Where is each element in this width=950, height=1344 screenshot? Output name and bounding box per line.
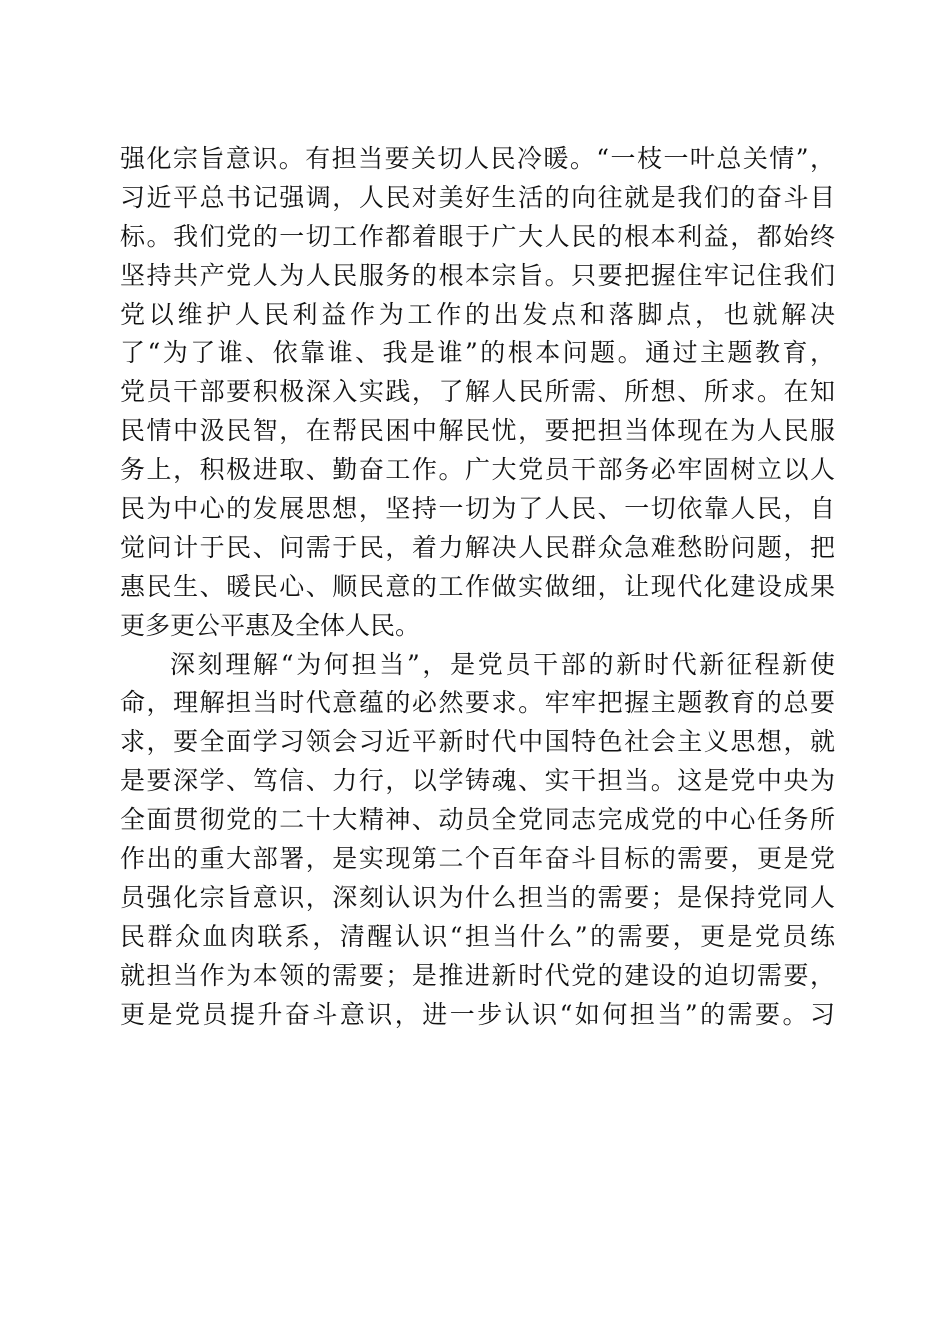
text-line: 员强化宗旨意识，深刻认识为什么担当的需要；是保持党同人 bbox=[120, 882, 835, 912]
text-line: 就担当作为本领的需要；是推进新时代党的建设的迫切需要， bbox=[120, 960, 835, 990]
text-line: 民情中汲民智，在帮民困中解民忧，要把担当体现在为人民服 bbox=[120, 416, 835, 446]
text-line: 是要深学、笃信、力行，以学铸魂、实干担当。这是党中央为 bbox=[120, 766, 835, 796]
text-line: 坚持共产党人为人民服务的根本宗旨。只要把握住牢记住我们 bbox=[120, 260, 835, 290]
text-line: 民为中心的发展思想，坚持一切为了人民、一切依靠人民，自 bbox=[120, 494, 835, 524]
text-line: 觉问计于民、问需于民，着力解决人民群众急难愁盼问题，把 bbox=[120, 532, 835, 562]
paragraph-end-line: 更多更公平惠及全体人民。 bbox=[120, 610, 421, 640]
text-line: 更是党员提升奋斗意识，进一步认识“如何担当”的需要。习 bbox=[120, 999, 835, 1029]
text-line: 务上，积极进取、勤奋工作。广大党员干部务必牢固树立以人 bbox=[120, 455, 835, 485]
text-line: 求，要全面学习领会习近平新时代中国特色社会主义思想，就 bbox=[120, 727, 835, 757]
text-line: 民群众血肉联系，清醒认识“担当什么”的需要，更是党员练 bbox=[120, 921, 835, 951]
text-line: 标。我们党的一切工作都着眼于广大人民的根本利益，都始终 bbox=[120, 221, 835, 251]
text-line: 强化宗旨意识。有担当要关切人民冷暖。“一枝一叶总关情”， bbox=[120, 144, 835, 173]
text-line: 命，理解担当时代意蕴的必然要求。牢牢把握主题教育的总要 bbox=[120, 688, 835, 718]
text-line: 作出的重大部署，是实现第二个百年奋斗目标的需要，更是党 bbox=[120, 844, 835, 874]
text-line: 党以维护人民利益作为工作的出发点和落脚点，也就解决 bbox=[120, 299, 835, 329]
document-body-text bbox=[120, 140, 835, 1034]
text-line: 全面贯彻党的二十大精神、动员全党同志完成党的中心任务所 bbox=[120, 805, 835, 835]
text-line: 党员干部要积极深入实践，了解人民所需、所想、所求。在知 bbox=[120, 377, 835, 407]
text-line: 惠民生、暖民心、顺民意的工作做实做细，让现代化建设成果 bbox=[120, 571, 835, 601]
paragraph-start-line: 深刻理解“为何担当”，是党员干部的新时代新征程新使 bbox=[170, 649, 835, 679]
text-line: 了“为了谁、依靠谁、我是谁”的根本问题。通过主题教育， bbox=[120, 338, 835, 368]
text-line: 习近平总书记强调，人民对美好生活的向往就是我们的奋斗目 bbox=[120, 182, 835, 212]
